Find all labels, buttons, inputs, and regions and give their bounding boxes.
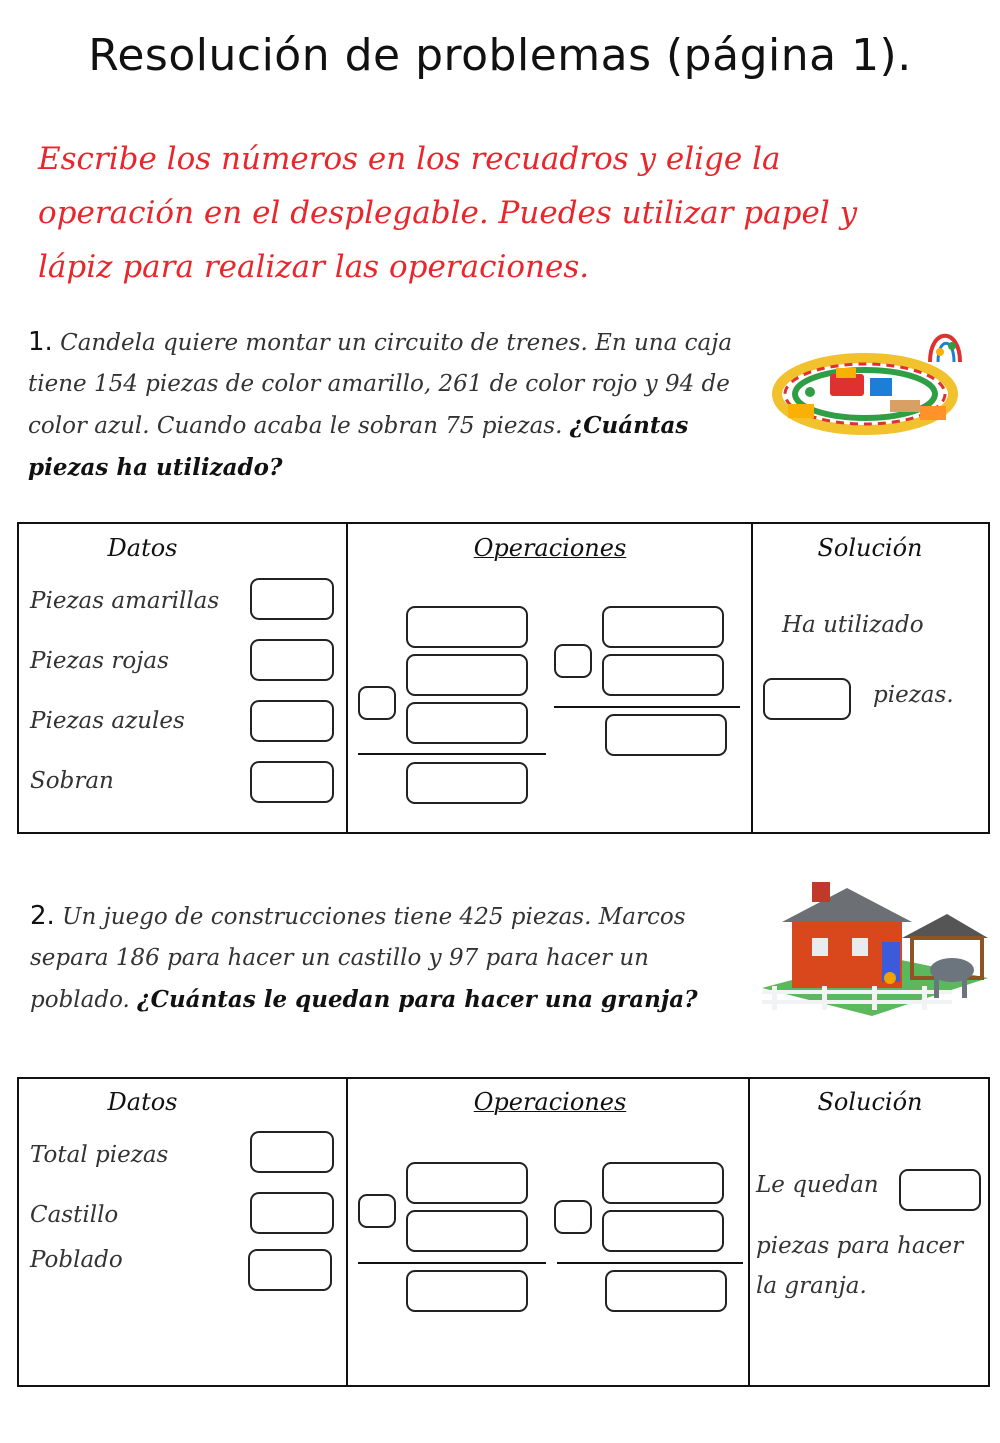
result-input[interactable] <box>605 714 727 756</box>
datum-label: Total piezas <box>30 1142 169 1168</box>
table-1-operaciones-header: Operaciones <box>473 534 627 562</box>
datum-label: Castillo <box>30 1202 119 1228</box>
solution-1-before-text: Ha utilizado <box>782 612 924 638</box>
operation-select[interactable] <box>554 1200 592 1234</box>
datum-input[interactable] <box>248 1249 332 1291</box>
operation-select[interactable] <box>554 644 592 678</box>
problem-1-text: Candela quiere montar un circuito de trenes. En una caja tiene 154 piezas de color amarillo, 261 de color rojo y 94 de color azul. Cuando acaba le sobran 75 piezas. <box>28 330 733 439</box>
datum-input[interactable] <box>250 639 334 681</box>
datum-label: Piezas azules <box>30 708 185 734</box>
result-input[interactable] <box>605 1270 727 1312</box>
solution-2-input[interactable] <box>899 1169 981 1211</box>
datum-label: Sobran <box>30 768 114 794</box>
datum-input[interactable] <box>250 761 334 803</box>
lego-farm-image <box>752 878 992 1018</box>
datum-input[interactable] <box>250 1192 334 1234</box>
problem-2-number: 2. <box>30 901 55 931</box>
operand-input[interactable] <box>602 1162 724 1204</box>
datum-input[interactable] <box>250 700 334 742</box>
result-input[interactable] <box>406 1270 528 1312</box>
operand-input[interactable] <box>602 1210 724 1252</box>
train-toy-image <box>770 322 970 442</box>
table-2-operaciones-header: Operaciones <box>473 1088 627 1116</box>
problem-1-question: ¿Cuántas piezas ha utilizado? <box>28 412 689 481</box>
problem-2-question: ¿Cuántas le quedan para hacer una granja? <box>137 986 698 1013</box>
datum-label: Poblado <box>30 1247 123 1273</box>
operation-select[interactable] <box>358 686 396 720</box>
problem-1-statement <box>28 322 758 489</box>
operand-input[interactable] <box>406 606 528 648</box>
operand-input[interactable] <box>406 1162 528 1204</box>
datum-input[interactable] <box>250 1131 334 1173</box>
operand-input[interactable] <box>602 606 724 648</box>
instructions-text: Escribe los números en los recuadros y elige la operación en el desplegable. Puedes utilizar papel y lápiz para realizar las operaciones. <box>38 141 858 285</box>
operation-line <box>554 706 740 708</box>
solution-2-after-text: piezas para hacer la granja. <box>756 1233 964 1299</box>
operation-line <box>358 1262 546 1264</box>
problem-1-number: 1. <box>28 327 53 357</box>
operation-line <box>358 753 546 755</box>
problem-2-statement <box>30 896 742 1021</box>
solution-1-after-text: piezas. <box>873 682 954 708</box>
operand-input[interactable] <box>406 654 528 696</box>
operand-input[interactable] <box>406 702 528 744</box>
operation-select[interactable] <box>358 1194 396 1228</box>
table-1-datos-header: Datos <box>107 534 178 562</box>
datum-input[interactable] <box>250 578 334 620</box>
problem-2-text: Un juego de construcciones tiene 425 piezas. Marcos separa 186 para hacer un castillo y 97 para hacer un poblado. <box>30 904 686 1013</box>
table-2-solucion-header: Solución <box>817 1088 923 1116</box>
solution-2-before-text: Le quedan <box>756 1172 879 1198</box>
result-input[interactable] <box>406 762 528 804</box>
solution-1-input[interactable] <box>763 678 851 720</box>
operand-input[interactable] <box>406 1210 528 1252</box>
operand-input[interactable] <box>602 654 724 696</box>
operation-line <box>557 1262 743 1264</box>
page-title: Resolución de problemas (página 1). <box>88 30 912 81</box>
table-1-solucion-header: Solución <box>817 534 923 562</box>
table-2-datos-header: Datos <box>107 1088 178 1116</box>
datum-label: Piezas amarillas <box>30 588 220 614</box>
datum-label: Piezas rojas <box>30 648 169 674</box>
